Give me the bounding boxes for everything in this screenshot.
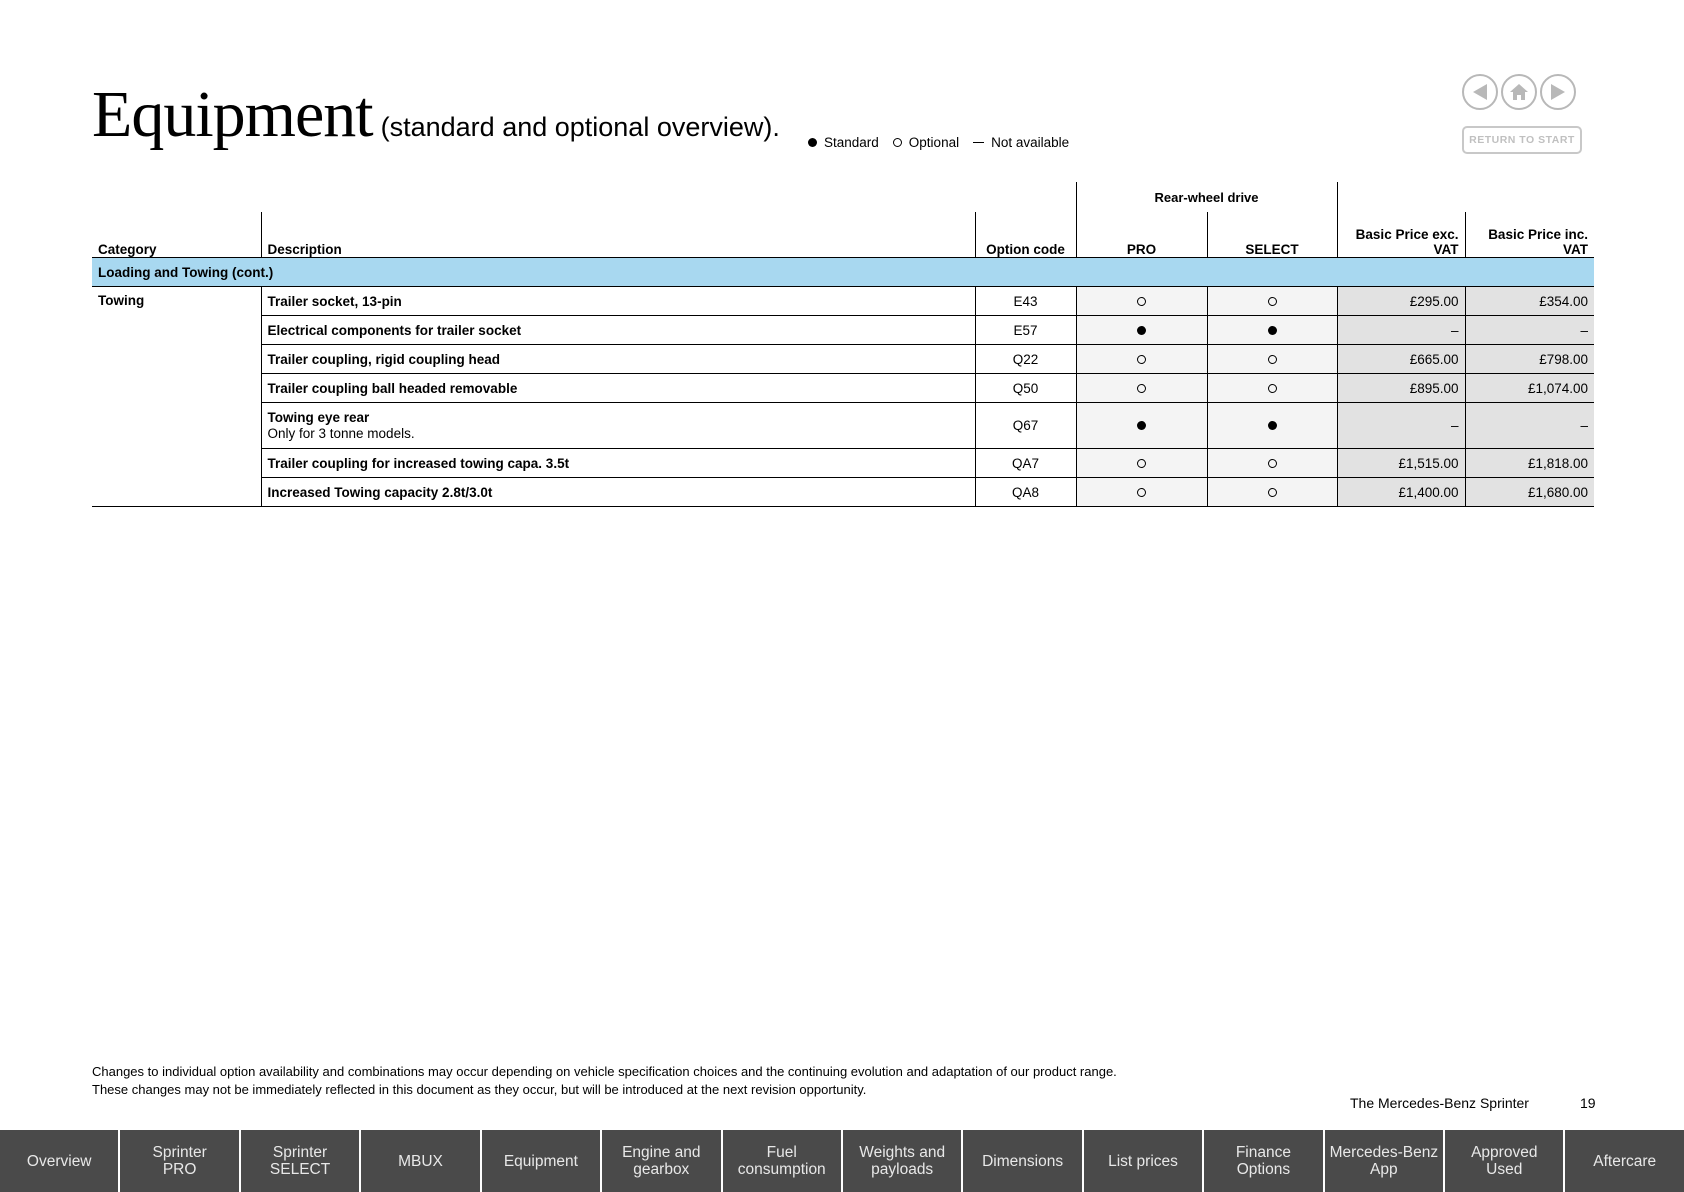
table-row [92, 478, 1594, 507]
description-cell: Trailer socket, 13-pin [261, 287, 975, 316]
description-cell: Increased Towing capacity 2.8t/3.0t [261, 478, 975, 507]
option-code-cell: QA8 [975, 478, 1076, 507]
page-number: 19 [1580, 1095, 1596, 1111]
table-row [92, 374, 1594, 403]
description-cell: Trailer coupling, rigid coupling head [261, 345, 975, 374]
page-title-block [92, 78, 780, 151]
price-exc-vat-cell: – [1337, 316, 1465, 345]
page-navigation [1462, 74, 1576, 110]
return-to-start-button[interactable]: RETURN TO START [1462, 126, 1582, 154]
description-cell: Trailer coupling ball headed removable [261, 374, 975, 403]
col-header-pro: PRO [1076, 212, 1207, 258]
price-inc-vat-cell: – [1465, 403, 1594, 449]
optional-circle-icon [1268, 297, 1277, 306]
equipment-table [92, 182, 1594, 507]
description-cell: Electrical components for trailer socket [261, 316, 975, 345]
legend [808, 135, 1083, 150]
select-availability-cell [1207, 374, 1337, 403]
price-inc-vat-cell: £1,818.00 [1465, 449, 1594, 478]
select-availability-cell [1207, 316, 1337, 345]
optional-circle-icon [1137, 384, 1146, 393]
optional-circle-icon [1137, 488, 1146, 497]
nav-tab-finance-options[interactable]: Finance Options [1204, 1130, 1322, 1192]
home-button[interactable] [1501, 74, 1537, 110]
col-header-description: Description [261, 212, 975, 258]
price-inc-vat-cell: £354.00 [1465, 287, 1594, 316]
description-cell: Towing eye rear Only for 3 tonne models. [261, 403, 975, 449]
option-code-cell: E57 [975, 316, 1076, 345]
price-inc-vat-cell: £798.00 [1465, 345, 1594, 374]
price-exc-vat-cell: £665.00 [1337, 345, 1465, 374]
disclaimer-line-2: These changes may not be immediately reflected in this document as they occur, but will be introduced at the next revision opportunity. [92, 1082, 867, 1097]
pro-availability-cell [1076, 478, 1207, 507]
previous-page-button[interactable] [1462, 74, 1498, 110]
nav-tab-weights-and-payloads[interactable]: Weights and payloads [843, 1130, 961, 1192]
option-code-cell: Q67 [975, 403, 1076, 449]
disclaimer [92, 1063, 1117, 1099]
nav-tab-aftercare[interactable]: Aftercare [1565, 1130, 1683, 1192]
option-code-cell: Q50 [975, 374, 1076, 403]
standard-dot-icon [1268, 421, 1277, 430]
optional-circle-icon [1268, 384, 1277, 393]
disclaimer-line-1: Changes to individual option availability and combinations may occur depending on vehicle specification choices and the continuing evolution and adaptation of our product range. [92, 1064, 1117, 1079]
select-availability-cell [1207, 345, 1337, 374]
arrow-right-icon [1547, 81, 1569, 103]
select-availability-cell [1207, 287, 1337, 316]
page-title: Equipment [92, 78, 373, 151]
pro-availability-cell [1076, 374, 1207, 403]
price-exc-vat-cell: – [1337, 403, 1465, 449]
next-page-button[interactable] [1540, 74, 1576, 110]
select-availability-cell [1207, 449, 1337, 478]
table-row [92, 403, 1594, 449]
optional-circle-icon [1268, 488, 1277, 497]
col-header-select: SELECT [1207, 212, 1337, 258]
pro-availability-cell [1076, 449, 1207, 478]
nav-tab-overview[interactable]: Overview [0, 1130, 118, 1192]
col-header-option-code: Option code [975, 212, 1076, 258]
price-exc-vat-cell: £295.00 [1337, 287, 1465, 316]
section-heading: Loading and Towing (cont.) [92, 258, 1594, 287]
optional-circle-icon [1137, 297, 1146, 306]
price-exc-vat-cell: £895.00 [1337, 374, 1465, 403]
home-icon [1508, 81, 1530, 103]
option-code-cell: Q22 [975, 345, 1076, 374]
select-availability-cell [1207, 403, 1337, 449]
option-code-cell: QA7 [975, 449, 1076, 478]
nav-tab-mbux[interactable]: MBUX [361, 1130, 479, 1192]
col-header-category: Category [92, 212, 261, 258]
optional-circle-icon [1268, 355, 1277, 364]
category-cell: Towing [92, 287, 261, 507]
bottom-navigation [0, 1130, 1684, 1192]
nav-tab-sprinter-pro[interactable]: Sprinter PRO [120, 1130, 238, 1192]
pro-availability-cell [1076, 403, 1207, 449]
hollow-circle-icon [893, 138, 902, 147]
standard-dot-icon [1137, 421, 1146, 430]
standard-dot-icon [1268, 326, 1277, 335]
group-header-rwd: Rear-wheel drive [1076, 182, 1337, 212]
nav-tab-fuel-consumption[interactable]: Fuel consumption [723, 1130, 841, 1192]
table-row [92, 345, 1594, 374]
price-inc-vat-cell: £1,680.00 [1465, 478, 1594, 507]
nav-tab-mercedes-benz-app[interactable]: Mercedes-Benz App [1325, 1130, 1443, 1192]
price-inc-vat-cell: £1,074.00 [1465, 374, 1594, 403]
optional-circle-icon [1137, 459, 1146, 468]
legend-standard: Standard [808, 135, 879, 150]
optional-circle-icon [1268, 459, 1277, 468]
legend-not-available: Not available [973, 135, 1069, 150]
nav-tab-engine-and-gearbox[interactable]: Engine and gearbox [602, 1130, 720, 1192]
legend-optional: Optional [893, 135, 959, 150]
col-header-price-inc: Basic Price inc. VAT [1465, 212, 1594, 258]
pro-availability-cell [1076, 287, 1207, 316]
price-inc-vat-cell: – [1465, 316, 1594, 345]
nav-tab-equipment[interactable]: Equipment [482, 1130, 600, 1192]
nav-tab-approved-used[interactable]: Approved Used [1445, 1130, 1563, 1192]
nav-tab-dimensions[interactable]: Dimensions [963, 1130, 1081, 1192]
brand-name: The Mercedes-Benz Sprinter [1350, 1095, 1529, 1111]
select-availability-cell [1207, 478, 1337, 507]
pro-availability-cell [1076, 345, 1207, 374]
dash-icon [973, 142, 984, 143]
price-exc-vat-cell: £1,515.00 [1337, 449, 1465, 478]
table-row [92, 316, 1594, 345]
nav-tab-sprinter-select[interactable]: Sprinter SELECT [241, 1130, 359, 1192]
nav-tab-list-prices[interactable]: List prices [1084, 1130, 1202, 1192]
pro-availability-cell [1076, 316, 1207, 345]
table-row [92, 287, 1594, 316]
option-code-cell: E43 [975, 287, 1076, 316]
filled-circle-icon [808, 138, 817, 147]
arrow-left-icon [1469, 81, 1491, 103]
table-row [92, 449, 1594, 478]
description-cell: Trailer coupling for increased towing capa. 3.5t [261, 449, 975, 478]
optional-circle-icon [1137, 355, 1146, 364]
description-note: Only for 3 tonne models. [267, 426, 415, 441]
price-exc-vat-cell: £1,400.00 [1337, 478, 1465, 507]
page-subtitle: (standard and optional overview). [380, 112, 780, 142]
col-header-price-exc: Basic Price exc. VAT [1337, 212, 1465, 258]
standard-dot-icon [1137, 326, 1146, 335]
